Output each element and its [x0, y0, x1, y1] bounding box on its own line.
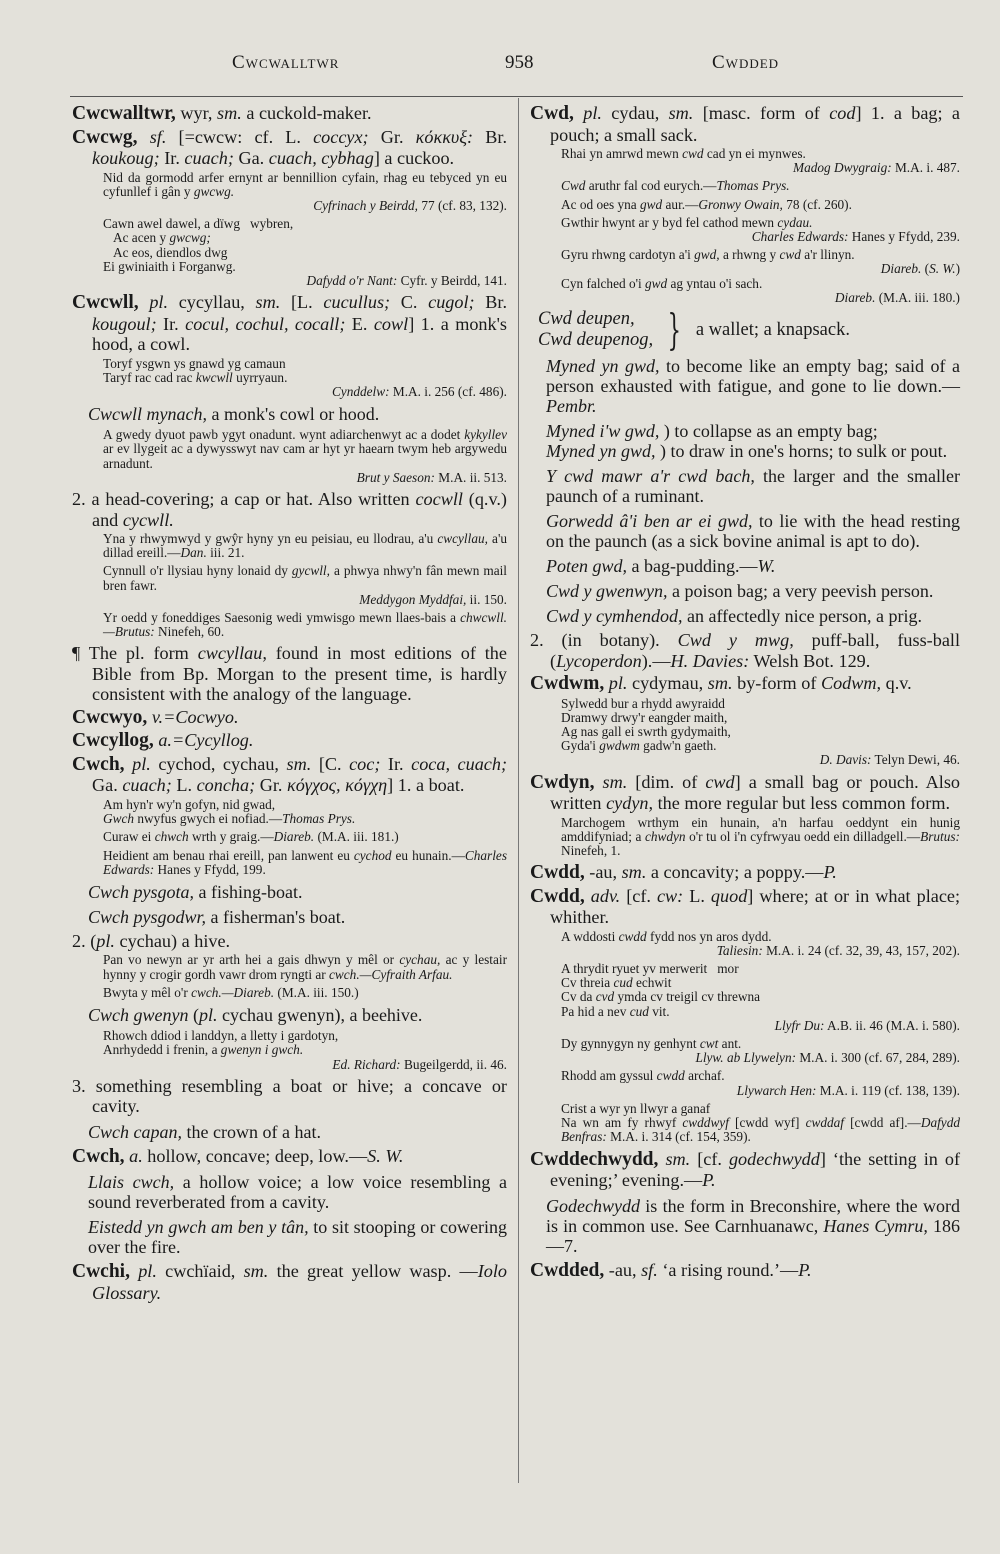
sub-entry: Llais cwch, a hollow voice; a low voice resembling a sound reverberated from a cavity.: [88, 1172, 507, 1213]
quotation: Marchogem wrthym ein hunain, a'n harfau oeddynt ein hunig amddifyniad; a chwdyn o'r tu ol i'n cyfrwyau oedd ein dilladgell.—Brutus: Ninefeh, 1.: [561, 814, 960, 858]
entry: Cwdwm, pl. cydymau, sm. by-form of Codwm, q.v.: [530, 673, 912, 695]
note: ¶ The pl. form cwcyllau, found in most editions of the Bible from Bp. Morgan to the present time, is hardly consistent with the analogy of the language.: [72, 643, 507, 705]
header-rule: [70, 96, 963, 97]
entry: Cwcwyo, v.=Cocwyo.: [72, 706, 239, 728]
quotation: Curaw ei chwch wrth y graig.—Diareb. (M.A. iii. 181.): [103, 829, 399, 845]
quotation: Cawn awel dawel, a dïwg wybren, Ac acen y gwcwg; Ac eos, diendlos dwg Ei gwiniaith i Forganwg. Dafydd o'r Nant: Cyfr. y Beirdd, 141.: [103, 216, 507, 288]
page-number: 958: [505, 52, 534, 73]
entry: 2. (pl. cychau) a hive.: [72, 930, 231, 951]
sub-entry: Poten gwd, a bag-pudding.—W.: [546, 556, 776, 577]
quotation: Dy gynnygyn ny genhynt cwt ant. Llyw. ab Llywelyn: M.A. i. 300 (cf. 67, 284, 289).: [561, 1036, 960, 1066]
sub-entry: Y cwd mawr a'r cwd bach, the larger and the smaller paunch of a ruminant.: [546, 466, 961, 507]
right-column: [530, 103, 960, 1283]
entry: 2. a head-covering; a cap or hat. Also written cocwll (q.v.) and cycwll.: [72, 489, 507, 530]
quotation: Heidient am benau rhai ereill, pan lanwent eu cychod eu hunain.—Charles Edwards: Hanes y Ffydd, 199.: [103, 847, 508, 877]
sub-entry: Myned i'w gwd, ) to collapse as an empty bag; Myned yn gwd, ) to draw in one's horns; to sulk or pout.: [546, 421, 948, 462]
entry: Cwdd, -au, sm. a concavity; a poppy.—P.: [530, 862, 837, 884]
sub-entry: Cwcwll mynach, a monk's cowl or hood.: [88, 404, 380, 425]
quotation: Nid da gormodd arfer ernynt ar bennillion cyfain, rhag eu tebyced yn eu cyfunllef i gân y gwcwg. Cyfrinach y Beirdd, 77 (cf. 83, 132).: [103, 169, 507, 213]
sub-entry: Cwch gwenyn (pl. cychau gwenyn), a beehive.: [88, 1005, 423, 1026]
sub-entry: Cwch pysgodwr, a fisherman's boat.: [88, 906, 346, 927]
quotation: A wddosti cwdd fydd nos yn aros dydd. Taliesin: M.A. i. 24 (cf. 32, 39, 43, 157, 202).: [561, 928, 960, 958]
quotation: Crist a wyr yn llwyr a ganaf Na wn am fy rhwyf cwddwyf [cwdd wyf] cwddaf [cwdd af].—Dafydd Benfras: M.A. i. 314 (cf. 154, 359).: [561, 1100, 960, 1145]
quotation: A gwedy dyuot pawb ygyt onadunt. wynt adiarchenwyt ac a dodet kykyllev ar ev llygeit ac a dywysswyt nav cam ar hyt yr haearn twym heb argywedu arnadunt. Brut y Saeson: M.A. ii. 513.: [103, 427, 507, 485]
entry: Cwchi, pl. cwchïaid, sm. the great yellow wasp. —Iolo Glossary.: [72, 1261, 507, 1303]
quotation: Rhai yn amrwd mewn cwd cad yn ei mynwes. Madog Dwygraig: M.A. i. 487.: [561, 146, 960, 176]
entry: Cwch, a. hollow, concave; deep, low.—S. W.: [72, 1145, 404, 1167]
entry: Cwdyn, sm. [dim. of cwd] a small bag or pouch. Also written cydyn, the more regular but less common form.: [530, 771, 960, 814]
sub-entry: Cwch pysgota, a fishing-boat.: [88, 881, 303, 902]
entry: 3. something resembling a boat or hive; a concave or cavity.: [72, 1075, 507, 1117]
header-left-guideword: Cwcwalltwr: [232, 52, 340, 73]
quotation: Pan vo newyn ar yr arth hei a gais dhwyn y mêl or cychau, ac y lestair hynny y crogir gordh vawr drom ryngti ar cwch.—Cyfraith Arfau.: [103, 952, 507, 982]
running-header: [0, 52, 1000, 82]
quotation: Gyru rhwng cardotyn a'i gwd, a rhwng y cwd a'r llinyn. Diareb. (S. W.) Cyn falched o'i gwd ag yntau o'i sach. Diareb. (M.A. iii. 180.): [561, 247, 960, 305]
quotation: Rhowch ddiod i landdyn, a lletty i gardotyn, Anrhydedd i frenin, a gwenyn i gwch. Ed. Richard: Bugeilgerdd, ii. 46.: [103, 1028, 507, 1072]
entry: Cwd, pl. cydau, sm. [masc. form of cod] 1. a bag; a pouch; a small sack.: [530, 103, 960, 145]
entry: Cwdd, adv. [cf. cw: L. quod] where; at or in what place; whither.: [530, 885, 961, 928]
quotation: Rhodd am gyssul cwdd archaf. Llywarch Hen: M.A. i. 119 (cf. 138, 139).: [561, 1068, 960, 1098]
entry: Cwcyllog, a.=Cycyllog.: [72, 730, 254, 752]
quotation: Cwd aruthr fal cod eurych.—Thomas Prys.: [561, 178, 790, 194]
entry: Cwcwg, sf. [=cwcw: cf. L. coccyx; Gr. κόκκυξ: Br. koukoug; Ir. cuach; Ga. cuach, cybhag] a cuckoo.: [72, 126, 508, 168]
quotation: Toryf ysgwn ys gnawd yg camaun Taryf rac cad rac kwcwll uyrryaun. Cynddelw: M.A. i. 256 (cf. 486).: [103, 355, 507, 400]
left-column: [72, 103, 507, 1305]
sub-entry: Gorwedd â'i ben ar ei gwd, to lie with the head resting on the paunch (as a sick bovine animal is apt to do).: [546, 511, 961, 552]
quotation: Sylwedd bur a rhydd awyraidd Dramwy drwy'r eangder maith, Ag nas gall ei swrth gydymaith, Gyda'i gwdwm gadw'n gaeth. D. Davis: Telyn Dewi, 46.: [561, 695, 960, 768]
quotation: Am hyn'r wy'n gofyn, nid gwad, Gwch nwyfus gwych ei nofiad.—Thomas Prys.: [103, 796, 356, 827]
entry: Cwcwll, pl. cycyllau, sm. [L. cucullus; C. cugol; Br. kougoul; Ir. cocul, cochul, cocall; E. cowl] 1. a monk's hood, a cowl.: [72, 292, 508, 355]
sub-entry: Godechwydd is the form in Breconshire, where the word is in common use. See Carnhuanawc, Hanes Cymru, 186—7.: [546, 1195, 960, 1256]
column-divider: [518, 98, 519, 1483]
quotation: Cynnull o'r llysiau hyny lonaid dy gycwll, a phwya nhwy'n fân mewn mail bren fawr. Meddygon Myddfai, ii. 150.: [103, 563, 507, 607]
quotation: Bwyta y mêl o'r cwch.—Diareb. (M.A. iii. 150.): [103, 984, 359, 1000]
sub-entry-brace: Cwd deupen, Cwd deupenog, } a wallet; a knapsack.: [538, 305, 850, 355]
entry: Cwdded, -au, sf. ‘a rising round.’—P.: [530, 1259, 812, 1281]
sub-entry: Cwch capan, the crown of a hat.: [88, 1121, 321, 1142]
entry: Cwddechwydd, sm. [cf. godechwydd] ‘the setting in of evening;’ evening.—P.: [530, 1148, 961, 1190]
entry: Cwch, pl. cychod, cychau, sm. [C. coc; Ir. coca, cuach; Ga. cuach; L. concha; Gr. κόγχος, κόγχη] 1. a boat.: [72, 753, 508, 796]
quotation: Ac od oes yna gwd aur.—Gronwy Owain, 78 (cf. 260).: [561, 196, 852, 212]
quotation: Gwthir hwynt ar y byd fel cathod mewn cydau. Charles Edwards: Hanes y Ffydd, 239.: [561, 214, 960, 245]
sub-entry: Myned yn gwd, to become like an empty bag; said of a person exhausted with fatigue, and gone to lie down.—Pembr.: [546, 356, 960, 417]
quotation: Yna y rhwymwyd y gwŷr hyny yn eu peisiau, eu llodrau, a'u cwcyllau, a'u dillad ereill.—Dan. iii. 21.: [103, 531, 507, 561]
sub-entry: Cwd y gwenwyn, a poison bag; a very peevish person.: [546, 581, 934, 602]
entry: 2. (in botany). Cwd y mwg, puff-ball, fuss-ball (Lycoperdon).—H. Davies: Welsh Bot. 129.: [530, 630, 961, 671]
sub-entry: Eistedd yn gwch am ben y tân, to sit stooping or cowering over the fire.: [88, 1217, 507, 1258]
sub-entry: Cwd y cymhendod, an affectedly nice person, a prig.: [546, 606, 923, 627]
quotation: A thrydit ryuet yv merwerit mor Cv threia cud echwit Cv da cvd ymda cv treigil cv threwna Pa hid a nev cud vit. Llyfr Du: A.B. ii. 46 (M.A. i. 580).: [561, 961, 960, 1033]
quotation: Yr oedd y foneddiges Saesonig wedi ymwisgo mewn llaes-bais a chwcwll.—Brutus: Ninefeh, 60.: [103, 610, 507, 640]
header-right-guideword: Cwdded: [712, 52, 780, 73]
entry: Cwcwalltwr, wyr, sm. a cuckold-maker.: [72, 103, 372, 124]
